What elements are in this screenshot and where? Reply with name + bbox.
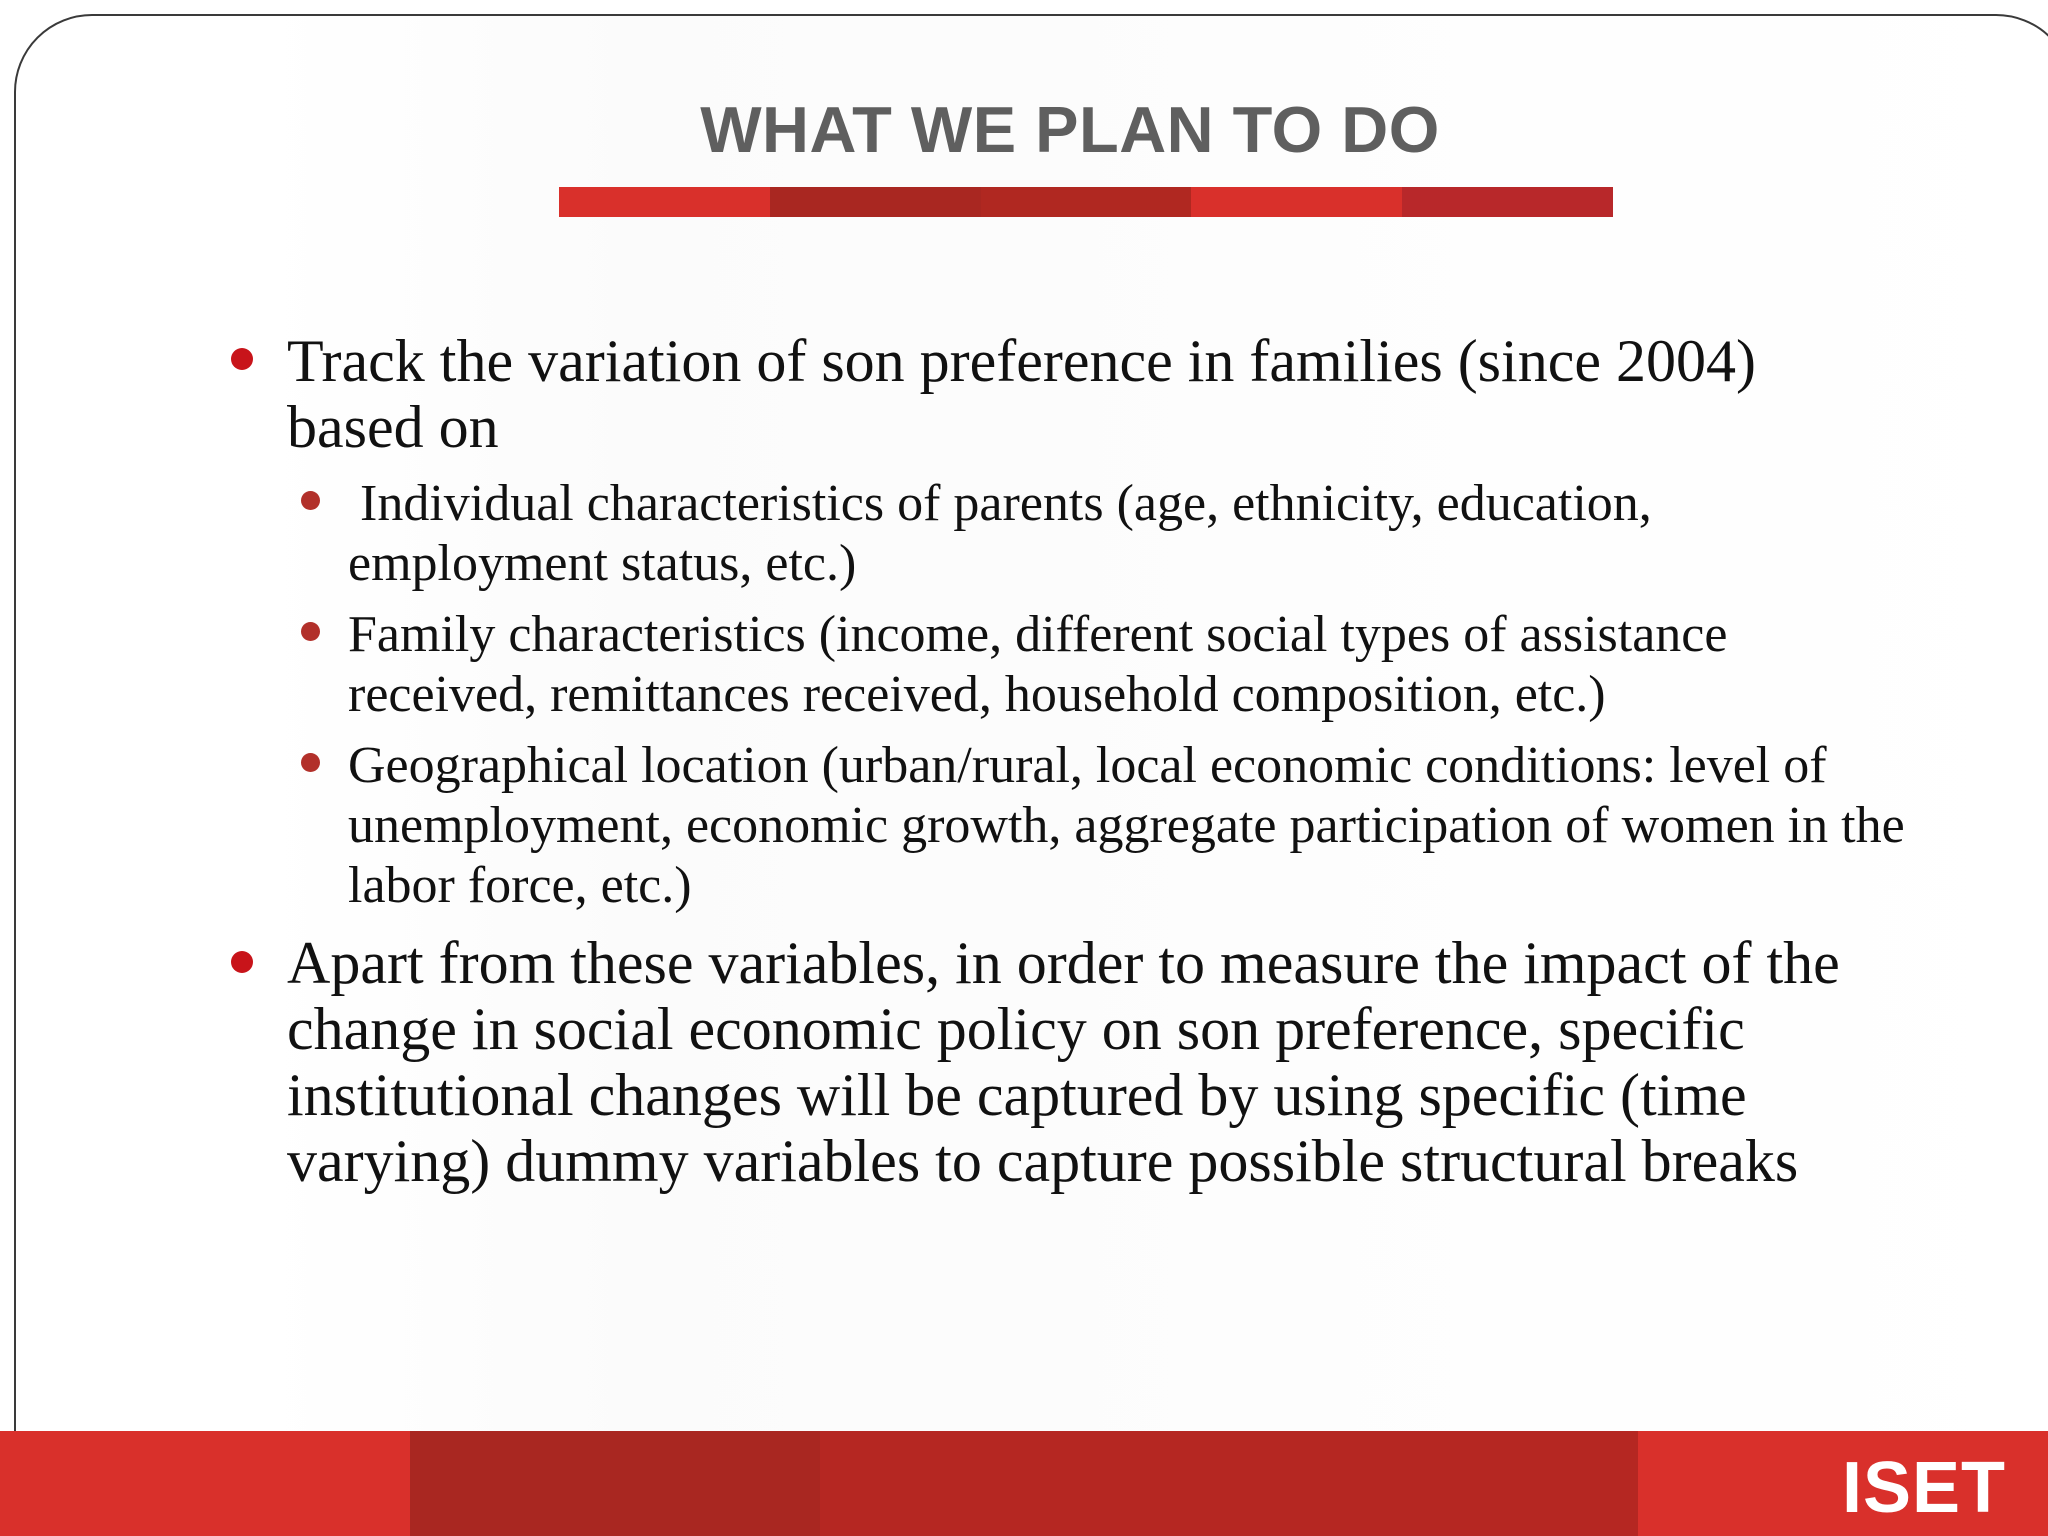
footer-bar [0, 1431, 2048, 1536]
sub-bullet-item: Family characteristics (income, different social types of assistance received, remittances received, household composition, etc.) [348, 606, 1728, 723]
sub-bullet-icon [301, 622, 320, 641]
footer-segment [820, 1431, 1228, 1536]
sub-bullet-icon [301, 491, 320, 510]
iset-logo: ISET [1841, 1448, 2006, 1528]
sub-bullet-icon [301, 753, 320, 772]
bullet-icon [231, 951, 253, 973]
footer-segment [1228, 1431, 1638, 1536]
bullet-item: Apart from these variables, in order to measure the impact of the change in social economic policy on son preference, specific institutional changes will be captured by using specific (time varying) dummy variables to capture possible structural breaks [287, 930, 1840, 1194]
bullet-icon [231, 348, 253, 370]
footer-segment [0, 1431, 410, 1536]
bullet-item: Track the variation of son preference in families (since 2004) based on [287, 328, 1756, 460]
sub-bullet-item: Individual characteristics of parents (age, ethnicity, education, employment status, etc.) [348, 475, 1652, 592]
sub-bullet-item: Geographical location (urban/rural, local economic conditions: level of unemployment, economic growth, aggregate participation of women in the labor force, etc.) [348, 737, 1905, 914]
footer-segment [410, 1431, 820, 1536]
slide-title: WHAT WE PLAN TO DO [700, 93, 1440, 166]
